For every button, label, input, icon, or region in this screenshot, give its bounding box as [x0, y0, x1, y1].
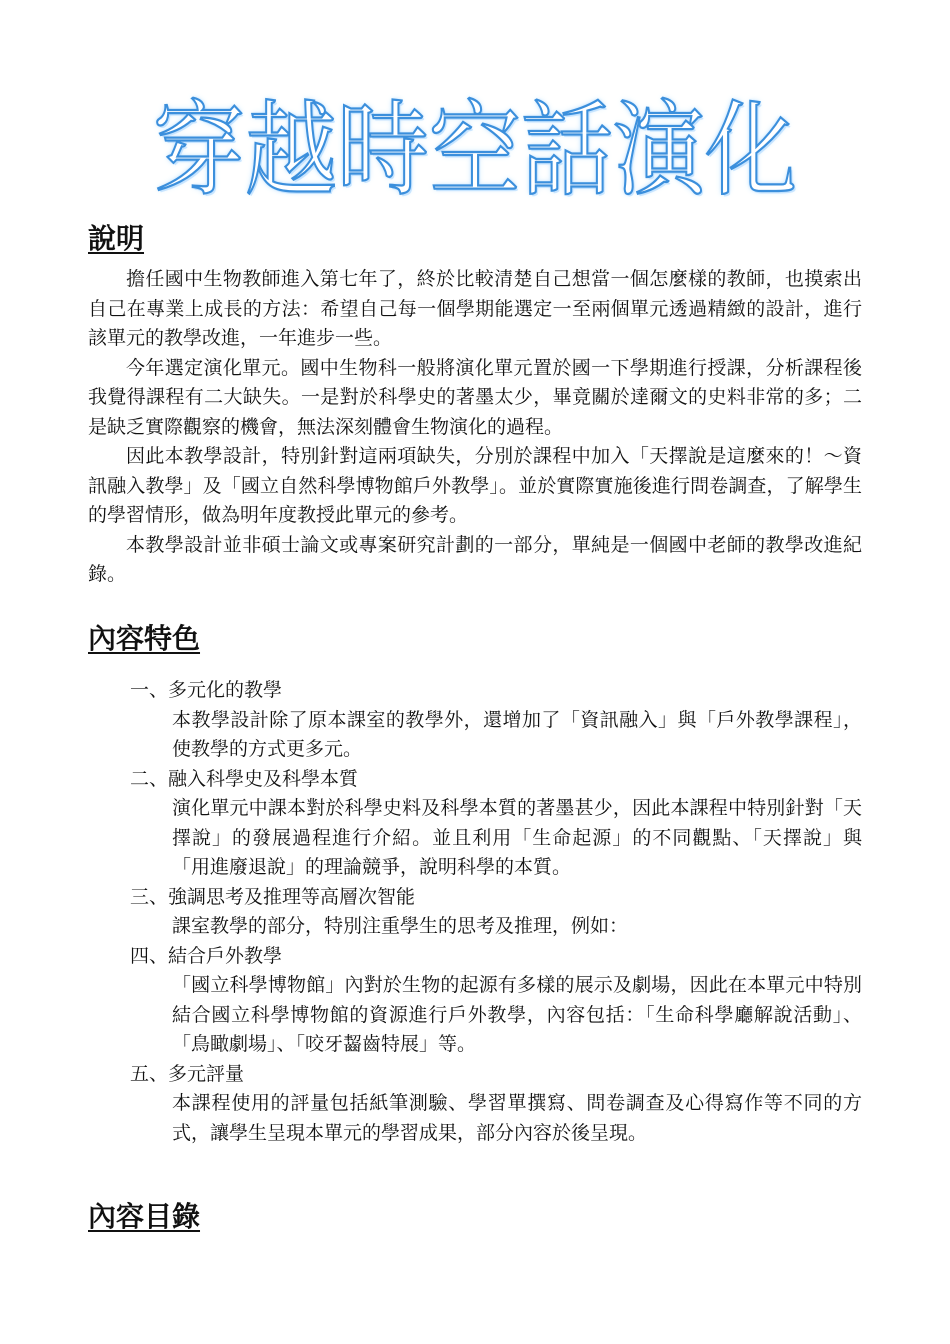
- feature-title: 三、強調思考及推理等高層次智能: [130, 885, 416, 908]
- feature-item: [130, 676, 862, 765]
- feature-item: [130, 765, 862, 883]
- feature-title: 四、結合戶外教學: [130, 944, 283, 967]
- feature-title: 二、融入科學史及科學本質: [130, 767, 359, 790]
- document-title: 穿越時空話演化: [152, 90, 797, 211]
- description-paragraph: 今年選定演化單元。國中生物科一般將演化單元置於國一下學期進行授課，分析課程後我覺得課程有二大缺失。一是對於科學史的著墨太少，畢竟關於達爾文的史料非常的多；二是缺乏實際觀察的機會，無法深刻體會生物演化的過程。: [88, 356, 862, 438]
- feature-item: [130, 1060, 862, 1149]
- feature-title: 五、多元評量: [130, 1062, 245, 1085]
- section-heading-toc: 內容目錄: [88, 1200, 201, 1233]
- description-paragraph: 擔任國中生物教師進入第七年了，終於比較清楚自己想當一個怎麼樣的教師，也摸索出自己在專業上成長的方法：希望自己每一個學期能選定一至兩個單元透過精緻的設計，進行該單元的教學改進，一年進步一些。: [88, 268, 862, 349]
- feature-text: 本教學設計除了原本課室的教學外，還增加了「資訊融入」與「戶外教學課程」，使教學的方式更多元。: [172, 708, 862, 760]
- description-paragraph: 因此本教學設計，特別針對這兩項缺失，分別於課程中加入「天擇說是這麼來的！～資訊融入教學」及「國立自然科學博物館戶外教學」。並於實際實施後進行問卷調查，了解學生的學習情形，做為明年度教授此單元的參考。: [88, 445, 862, 526]
- feature-text: 「國立科學博物館」內對於生物的起源有多樣的展示及劇場，因此在本單元中特別結合國立科學博物館的資源進行戶外教學，內容包括：「生命科學廳解說活動」、「鳥瞰劇場」、「咬牙齧齒特展」等。: [172, 974, 862, 1055]
- feature-item: [130, 883, 862, 942]
- feature-text: 本課程使用的評量包括紙筆測驗、學習單撰寫、問卷調查及心得寫作等不同的方式，讓學生呈現本單元的學習成果，部分內容於後呈現。: [172, 1092, 862, 1144]
- description-body: [88, 265, 862, 590]
- features-list: [130, 676, 862, 1148]
- feature-item: [130, 942, 862, 1060]
- feature-text: 演化單元中課本對於科學史料及科學本質的著墨甚少，因此本課程中特別針對「天擇說」的發展過程進行介紹。並且利用「生命起源」的不同觀點、「天擇說」與「用進廢退說」的理論競爭，說明科學的本質。: [172, 797, 862, 878]
- feature-text: 課室教學的部分，特別注重學生的思考及推理，例如：: [172, 915, 629, 937]
- description-paragraph: 本教學設計並非碩士論文或專案研究計劃的一部分，單純是一個國中老師的教學改進紀錄。: [88, 533, 862, 585]
- section-heading-description: 說明: [88, 222, 145, 255]
- section-heading-features: 內容特色: [88, 622, 201, 655]
- feature-title: 一、多元化的教學: [130, 679, 283, 701]
